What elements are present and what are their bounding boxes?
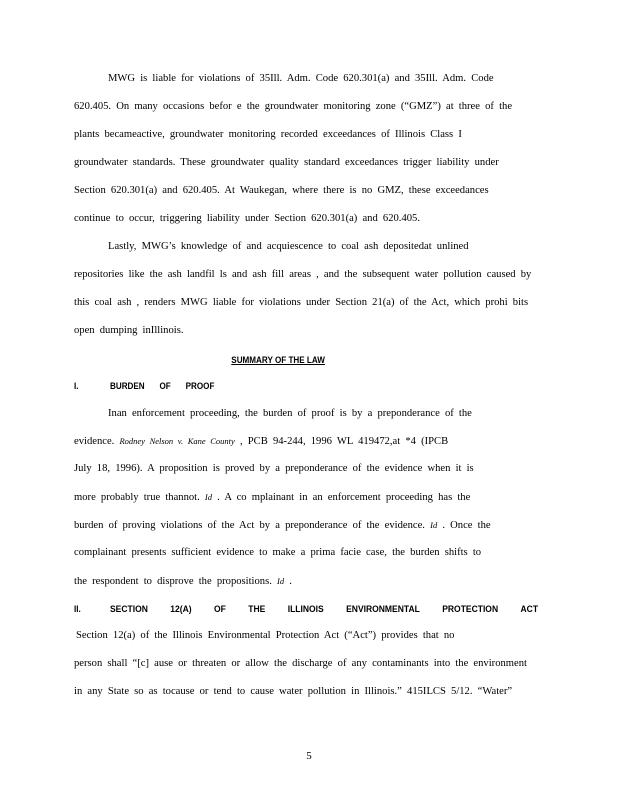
text-segment: , PCB 94-244, 1996 WL 419472,at *4 (IPCB: [239, 436, 449, 447]
title-word: ENVIRONMENTAL: [346, 604, 420, 614]
paragraph-line: [74, 490, 470, 505]
text-segment: evidence.: [74, 436, 115, 447]
title-word: 12(A): [170, 604, 192, 614]
text-segment: . Once the: [442, 520, 491, 531]
section-number: II.: [74, 604, 81, 614]
paragraph-line: continue to occur, triggering liability under Section 620.301(a) and 620.405.: [74, 213, 420, 224]
id-citation: Id: [277, 576, 285, 586]
paragraph-line: this coal ash , renders MWG liable for violations under Section 21(a) of the Act, which prohi bits: [74, 297, 529, 308]
paragraph-line: Section 12(a) of the Illinois Environmental Protection Act (“Act”) provides that no: [76, 630, 455, 641]
title-word: PROTECTION: [442, 604, 499, 614]
summary-heading: SUMMARY OF THE LAW: [231, 355, 325, 365]
title-word: SECTION: [110, 604, 148, 614]
title-word: THE: [248, 604, 266, 614]
title-word: ILLINOIS: [287, 604, 324, 614]
text-segment: burden of proving violations of the Act by a preponderance of the evidence.: [74, 520, 425, 531]
paragraph-line: Inan enforcement proceeding, the burden of proof is by a preponderance of the: [108, 408, 472, 419]
id-citation: Id: [430, 520, 438, 530]
paragraph-line: 620.405. On many occasions befor e the groundwater monitoring zone (“GMZ”) at three of the: [74, 101, 513, 112]
text-segment: the respondent to disprove the propositions.: [74, 576, 272, 587]
text-segment: . A co mplainant in an enforcement proceeding has the: [217, 492, 471, 503]
paragraph-line: [74, 518, 491, 533]
section-title: [110, 602, 538, 616]
paragraph-line: in any State so as tocause or tend to cause water pollution in Illinois.” 415ILCS 5/12. “Water”: [74, 686, 513, 697]
id-citation: Id: [204, 492, 213, 502]
paragraph-line: Lastly, MWG’s knowledge of and acquiescence to coal ash depositedat unlined: [108, 241, 469, 252]
section-number: I.: [74, 381, 79, 391]
section-title: BURDEN OF PROOF: [110, 381, 215, 391]
paragraph-line: repositories like the ash landfil ls and ash fill areas , and the subsequent water pollution caused by: [74, 269, 532, 280]
paragraph-line: Section 620.301(a) and 620.405. At Waukegan, where there is no GMZ, these exceedances: [74, 185, 489, 196]
title-word: OF: [214, 604, 226, 614]
paragraph-line: [74, 434, 448, 449]
paragraph-line: open dumping inIllinois.: [74, 325, 184, 336]
paragraph-line: plants becameactive, groundwater monitoring recorded exceedances of Illinois Class I: [74, 129, 462, 140]
case-citation: Rodney Nelson v. Kane County: [119, 436, 235, 446]
paragraph-line: MWG is liable for violations of 35Ill. Adm. Code 620.301(a) and 35Ill. Adm. Code: [108, 73, 494, 84]
paragraph-line: person shall “[c] ause or threaten or allow the discharge of any contaminants into the environment: [74, 658, 527, 669]
page-number: 5: [306, 750, 312, 762]
paragraph-line: groundwater standards. These groundwater quality standard exceedances trigger liability under: [74, 157, 499, 168]
paragraph-line: [74, 574, 292, 589]
text-segment: .: [289, 576, 292, 587]
title-word: ACT: [520, 604, 539, 614]
text-segment: more probably true thannot.: [74, 492, 200, 503]
paragraph-line: July 18, 1996). A proposition is proved by a preponderance of the evidence when it is: [74, 463, 474, 474]
paragraph-line: complainant presents sufficient evidence to make a prima facie case, the burden shifts to: [74, 547, 482, 558]
